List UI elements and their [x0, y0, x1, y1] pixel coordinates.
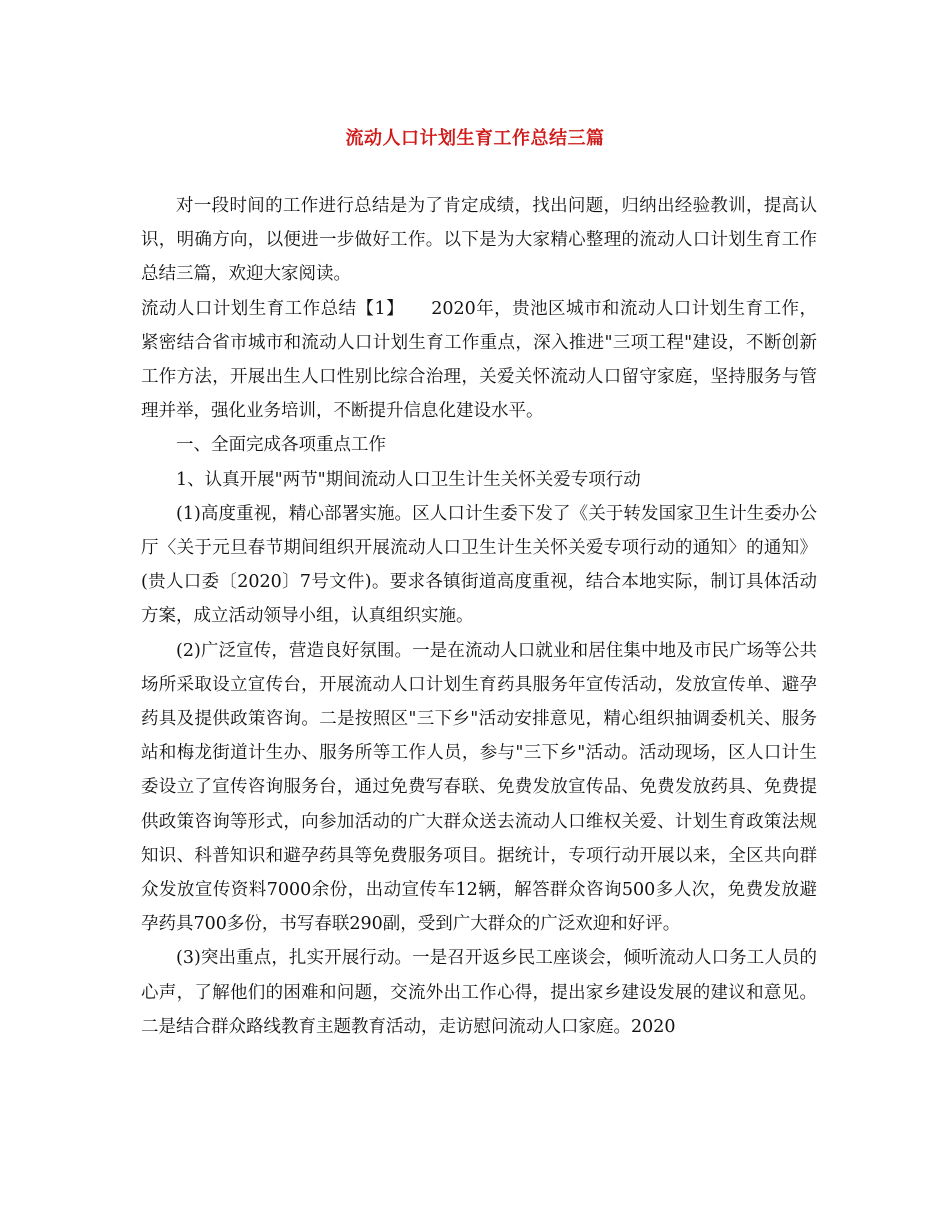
page-title: 流动人口计划生育工作总结三篇: [345, 128, 605, 149]
subitem-one-paragraph: (1)高度重视，精心部署实施。区人口计生委下发了《关于转发国家卫生计生委办公厅〈关于元旦春节期间组织开展流动人口卫生计生关怀关爱专项行动的通知〉的通知》(贵人口委〔2020〕7号文件)。要求各镇街道高度重视，结合本地实际，制订具体活动方案，成立活动领导小组，认真组织实施。: [141, 503, 817, 627]
intro-paragraph: 对一段时间的工作进行总结是为了肯定成绩，找出问题，归纳出经验教训，提高认识，明确方向，以便进一步做好工作。以下是为大家精心整理的流动人口计划生育工作总结三篇，欢迎大家阅读。: [141, 196, 817, 285]
document-body: [141, 189, 817, 1044]
subitem-three-paragraph: (3)突出重点，扎实开展行动。一是召开返乡民工座谈会，倾听流动人口务工人员的心声，了解他们的困难和问题，交流外出工作心得，提出家乡建设发展的建议和意见。二是结合群众路线教育主题教育活动，走访慰问流动人口家庭。2020: [141, 948, 817, 1037]
section-heading: 流动人口计划生育工作总结【1】: [141, 298, 396, 319]
section-one-text: 2020年，贵池区城市和流动人口计划生育工作，紧密结合省市城市和流动人口计划生育工作重点，深入推进"三项工程"建设，不断创新工作方法，开展出生人口性别比综合治理，关爱关怀流动人口留守家庭，坚持服务与管理并举，强化业务培训，不断提升信息化建设水平。: [141, 298, 817, 422]
heading-paragraph: 一、全面完成各项重点工作: [176, 435, 386, 456]
section-one-paragraph: [141, 292, 817, 429]
subitem-two-paragraph: (2)广泛宣传，营造良好氛围。一是在流动人口就业和居住集中地及市民广场等公共场所采取设立宣传台，开展流动人口计划生育药具服务年宣传活动，发放宣传单、避孕药具及提供政策咨询。二是按照区"三下乡"活动安排意见，精心组织抽调委机关、服务站和梅龙街道计生办、服务所等工作人员，参与"三下乡"活动。活动现场，区人口计生委设立了宣传咨询服务台，通过免费写春联、免费发放宣传品、免费发放药具、免费提供政策咨询等形式，向参加活动的广大群众送去流动人口维权关爱、计划生育政策法规知识、科普知识和避孕药具等免费服务项目。据统计，专项行动开展以来，全区共向群众发放宣传资料7000余份，出动宣传车12辆，解答群众咨询500多人次，免费发放避孕药具700多份，书写春联290副，受到广大群众的广泛欢迎和好评。: [141, 640, 817, 935]
item-one-paragraph: 1、认真开展"两节"期间流动人口卫生计生关怀关爱专项行动: [176, 469, 641, 490]
